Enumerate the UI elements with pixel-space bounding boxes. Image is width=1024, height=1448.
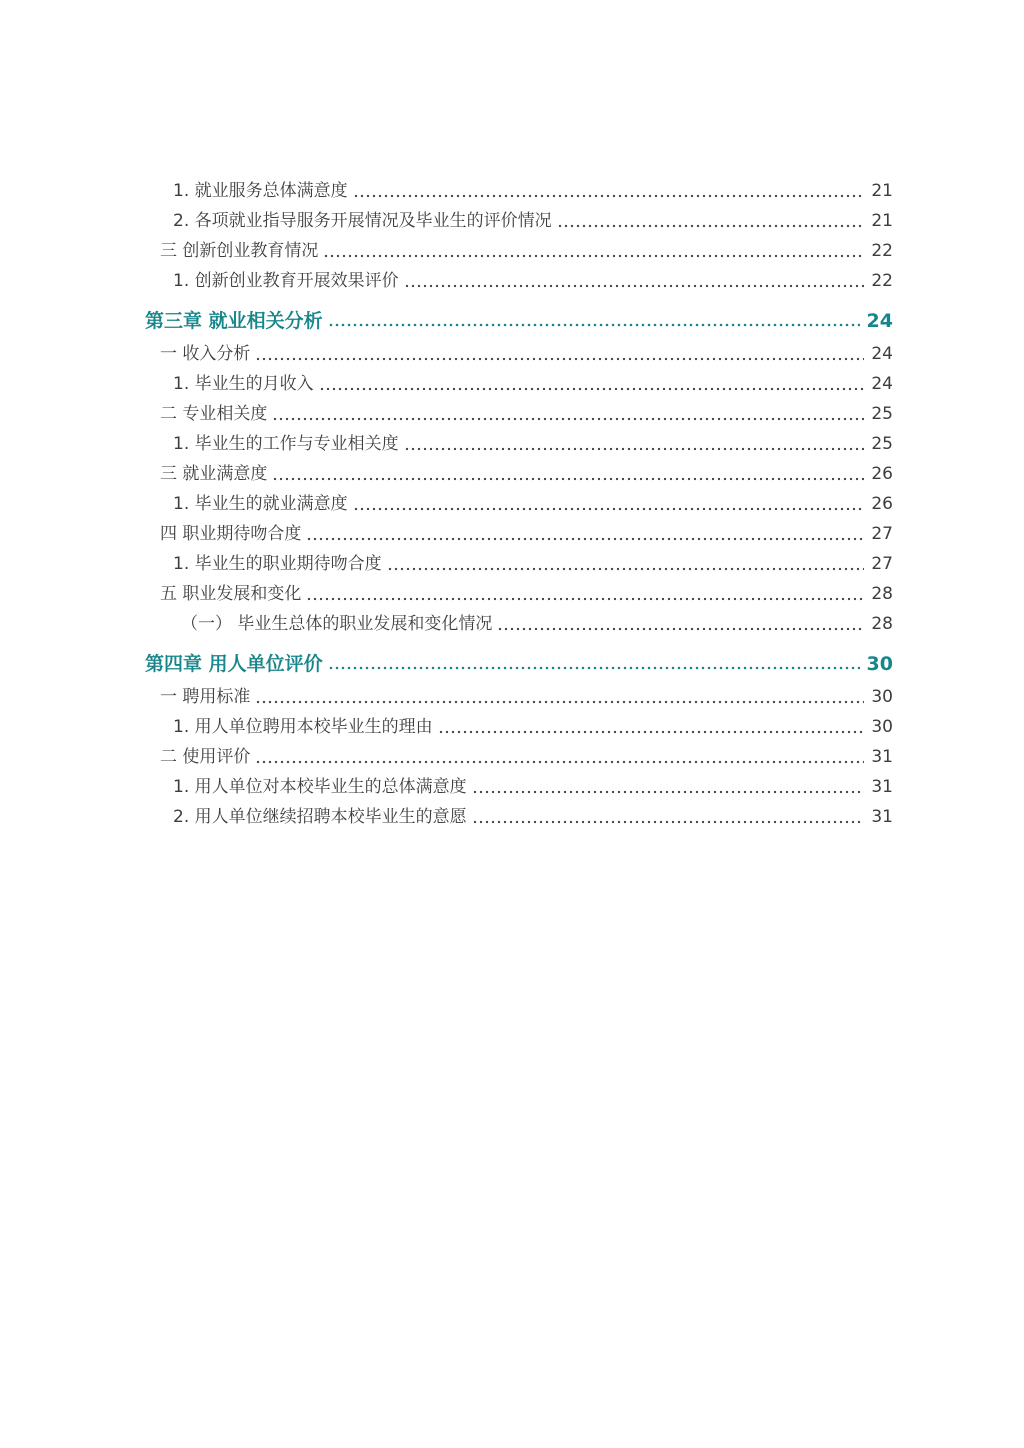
toc-entry-page: 22 (871, 271, 893, 291)
toc-entry-title: 一 聘用标准 (160, 687, 251, 707)
dot-leader (387, 567, 864, 571)
toc-entry-title: （一） 毕业生总体的职业发展和变化情况 (181, 614, 493, 634)
dot-leader (306, 537, 864, 541)
toc-entry[interactable] (145, 643, 893, 675)
table-of-contents (145, 172, 893, 828)
toc-entry[interactable] (145, 232, 893, 262)
dot-leader (404, 284, 864, 288)
toc-entry-title: 四 职业期待吻合度 (160, 524, 302, 544)
toc-entry[interactable] (145, 485, 893, 515)
toc-entry-page: 26 (871, 494, 893, 514)
dot-leader (306, 597, 864, 601)
toc-entry-title: 一 收入分析 (160, 344, 251, 364)
toc-entry-page: 30 (866, 653, 893, 675)
toc-entry-page: 28 (871, 614, 893, 634)
toc-entry-page: 24 (871, 344, 893, 364)
toc-entry-title: 1. 毕业生的月收入 (173, 374, 314, 394)
toc-entry-page: 24 (866, 310, 893, 332)
toc-entry-page: 31 (871, 777, 893, 797)
dot-leader (353, 507, 864, 511)
toc-entry-title: 二 使用评价 (160, 747, 251, 767)
toc-entry[interactable] (145, 425, 893, 455)
dot-leader (497, 627, 864, 631)
toc-entry-page: 30 (871, 717, 893, 737)
dot-leader (472, 820, 864, 824)
dot-leader (255, 760, 864, 764)
toc-entry-page: 27 (871, 524, 893, 544)
toc-entry[interactable] (145, 202, 893, 232)
dot-leader (323, 254, 864, 258)
dot-leader (255, 357, 864, 361)
toc-entry[interactable] (145, 365, 893, 395)
toc-entry-page: 26 (871, 464, 893, 484)
toc-entry[interactable] (145, 455, 893, 485)
toc-entry[interactable] (145, 300, 893, 332)
toc-entry-title: 五 职业发展和变化 (160, 584, 302, 604)
toc-entry[interactable] (145, 335, 893, 365)
dot-leader (272, 417, 864, 421)
dot-leader (328, 666, 860, 670)
toc-entry[interactable] (145, 708, 893, 738)
dot-leader (272, 477, 864, 481)
toc-entry-title: 1. 用人单位聘用本校毕业生的理由 (173, 717, 433, 737)
toc-entry-title: 第三章 就业相关分析 (145, 310, 323, 332)
toc-entry-title: 1. 用人单位对本校毕业生的总体满意度 (173, 777, 467, 797)
toc-entry-page: 31 (871, 807, 893, 827)
dot-leader (404, 447, 864, 451)
dot-leader (472, 790, 864, 794)
toc-entry-page: 25 (871, 404, 893, 424)
toc-entry[interactable] (145, 575, 893, 605)
toc-entry-page: 27 (871, 554, 893, 574)
toc-entry-page: 21 (871, 181, 893, 201)
toc-entry[interactable] (145, 262, 893, 292)
toc-entry[interactable] (145, 395, 893, 425)
toc-entry-page: 25 (871, 434, 893, 454)
toc-entry[interactable] (145, 678, 893, 708)
toc-entry[interactable] (145, 768, 893, 798)
dot-leader (319, 387, 864, 391)
toc-entry-title: 2. 各项就业指导服务开展情况及毕业生的评价情况 (173, 211, 552, 231)
toc-entry-title: 三 就业满意度 (160, 464, 268, 484)
dot-leader (438, 730, 864, 734)
dot-leader (557, 224, 864, 228)
toc-entry-page: 24 (871, 374, 893, 394)
toc-entry-page: 28 (871, 584, 893, 604)
toc-entry-page: 31 (871, 747, 893, 767)
toc-entry-title: 1. 创新创业教育开展效果评价 (173, 271, 399, 291)
dot-leader (255, 700, 864, 704)
toc-entry-title: 第四章 用人单位评价 (145, 653, 323, 675)
toc-entry-title: 1. 毕业生的工作与专业相关度 (173, 434, 399, 454)
toc-entry-title: 三 创新创业教育情况 (160, 241, 319, 261)
toc-entry-page: 21 (871, 211, 893, 231)
dot-leader (328, 323, 860, 327)
toc-entry-title: 1. 毕业生的就业满意度 (173, 494, 348, 514)
toc-entry[interactable] (145, 798, 893, 828)
toc-entry[interactable] (145, 605, 893, 635)
toc-entry-title: 1. 毕业生的职业期待吻合度 (173, 554, 382, 574)
toc-entry[interactable] (145, 515, 893, 545)
dot-leader (353, 194, 864, 198)
toc-entry[interactable] (145, 545, 893, 575)
toc-entry[interactable] (145, 738, 893, 768)
toc-entry-title: 二 专业相关度 (160, 404, 268, 424)
toc-entry-title: 2. 用人单位继续招聘本校毕业生的意愿 (173, 807, 467, 827)
toc-entry-title: 1. 就业服务总体满意度 (173, 181, 348, 201)
toc-entry-page: 22 (871, 241, 893, 261)
toc-entry-page: 30 (871, 687, 893, 707)
toc-entry[interactable] (145, 172, 893, 202)
